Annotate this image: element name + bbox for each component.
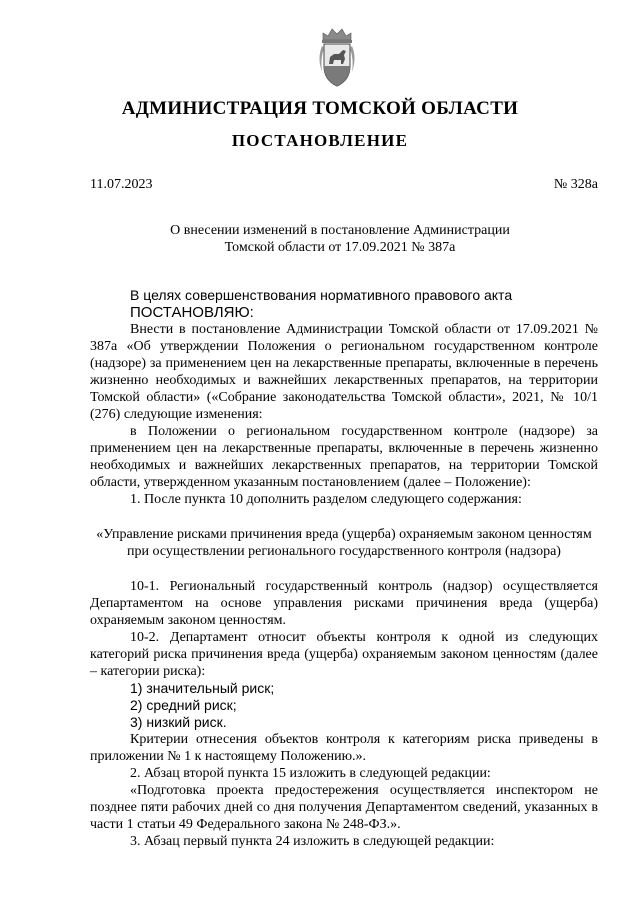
- document-subject: [130, 222, 550, 256]
- paragraph: Критерии отнесения объектов контроля к категориям риска приведены в приложении № 1 к настоящему Положению.».: [90, 732, 598, 764]
- paragraph: 10-1. Региональный государственный контроль (надзор) осуществляется Департаментом на основе управления рисками причинения вреда (ущерба) охраняемым законом ценностям.: [90, 579, 598, 628]
- paragraph: 2. Абзац второй пункта 15 изложить в следующей редакции:: [130, 766, 491, 781]
- section-title: [90, 526, 598, 560]
- list-item: 3) низкий риск.: [130, 714, 227, 730]
- paragraph: «Подготовка проекта предостережения осуществляется инспектором не позднее пяти рабочих дней со дня получения Департаментом сведений, указанных в части 1 статьи 49 Федерального закона № 248-ФЗ.».: [90, 783, 598, 832]
- document-type: ПОСТАНОВЛЕНИЕ: [231, 131, 409, 150]
- document-body: [90, 287, 598, 850]
- intro-paragraph: В целях совершенствования нормативного правового акта: [130, 287, 513, 303]
- tomsk-coat-of-arms-icon: [314, 26, 360, 88]
- document-date: 11.07.2023: [90, 177, 153, 192]
- section-title-line: «Управление рисками причинения вреда (ущерба) охраняемым законом ценностям: [96, 527, 592, 542]
- decree-word: ПОСТАНОВЛЯЮ:: [130, 304, 254, 321]
- paragraph: Внести в постановление Администрации Томской области от 17.09.2021 № 387а «Об утверждении Положения о региональном государственном контроле (надзоре) за применением цен на лекарственные препараты, включенные в перечень жизненно необходимых и важнейших лекарственных препаратов, на территории Томской области» («Собрание законодательства Томской области», 2021, № 10/1 (276) следующие изменения:: [90, 322, 598, 422]
- subject-line: О внесении изменений в постановление Администрации: [170, 223, 510, 238]
- organization-title: АДМИНИСТРАЦИЯ ТОМСКОЙ ОБЛАСТИ: [121, 98, 519, 119]
- paragraph: 10-2. Департамент относит объекты контроля к одной из следующих категорий риска причинения вреда (ущерба) охраняемым законом ценностям (далее – категории риска):: [90, 630, 598, 679]
- list-item: 1) значительный риск;: [130, 680, 275, 696]
- section-title-line: при осуществлении регионального государственного контроля (надзора): [127, 544, 561, 559]
- document-number: № 328а: [553, 177, 598, 192]
- paragraph: в Положении о региональном государственном контроле (надзоре) за применением цен на лекарственные препараты, включенные в перечень жизненно необходимых и важнейших лекарственных препаратов, на территории Томской области, утвержденном указанным постановлением (далее – Положение):: [90, 424, 598, 490]
- paragraph: 3. Абзац первый пункта 24 изложить в следующей редакции:: [130, 834, 495, 849]
- paragraph: 1. После пункта 10 дополнить разделом следующего содержания:: [130, 492, 522, 507]
- list-item: 2) средний риск;: [130, 697, 237, 713]
- subject-line: Томской области от 17.09.2021 № 387а: [224, 240, 456, 255]
